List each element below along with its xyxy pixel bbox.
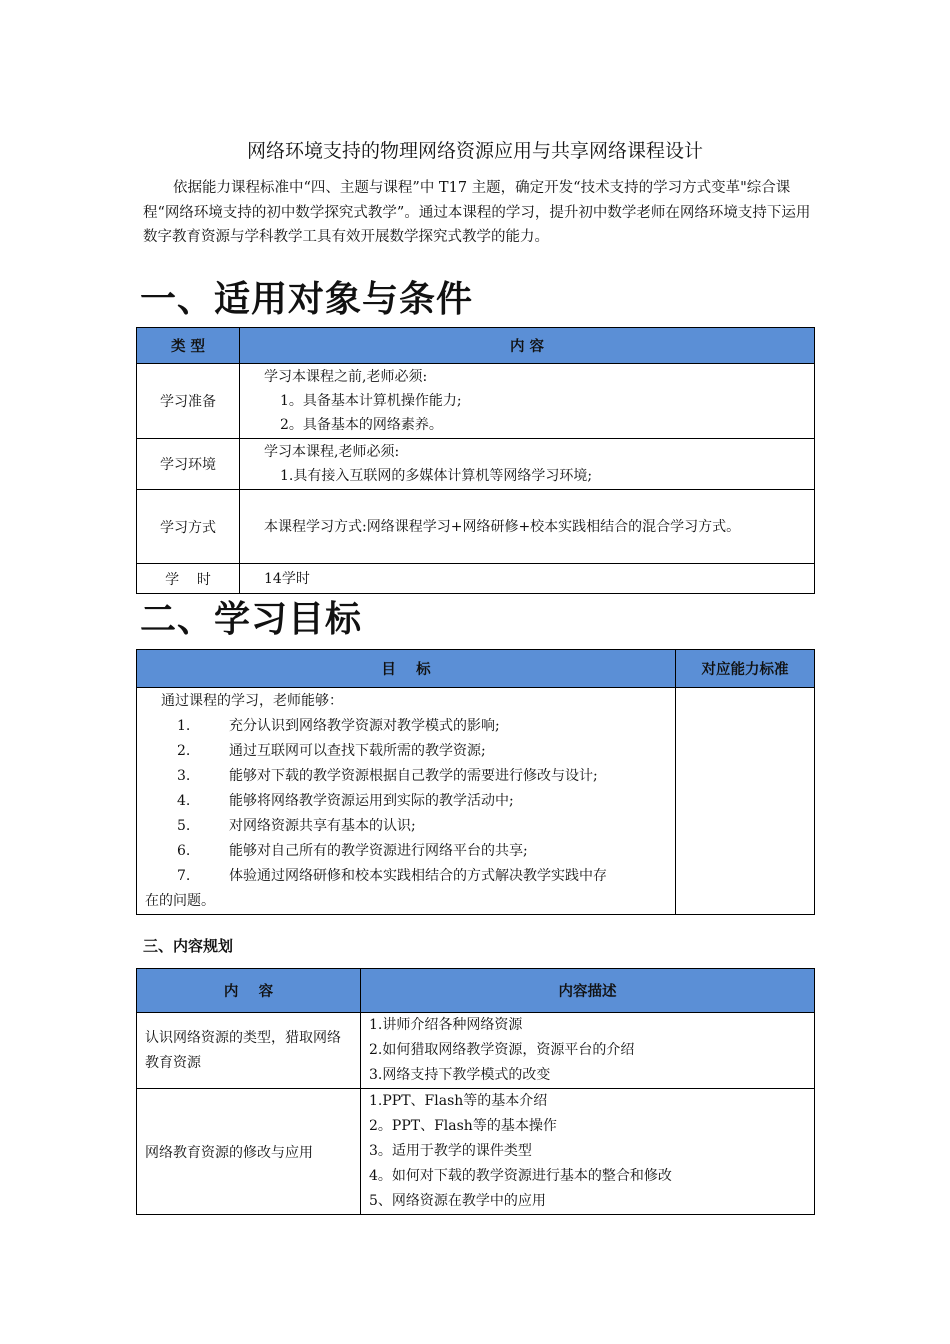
objective-number: 4. (177, 793, 191, 809)
intro-text: 依据能力课程标准中“四、主题与课程”中 T17 主题，确定开发“技术支持的学习方式变革"综合课程“网络环境支持的初中数学探究式教学”。通过本课程的学习，提升初中数学老师在网络环境支持下运用数字教育资源与学科教学工具有效开展数学探究式教学的能力。 (143, 180, 811, 245)
header-plan-content: 内 容 (137, 969, 361, 1013)
table-row (137, 1089, 815, 1215)
description-line: 3.网络支持下教学模式的改变 (369, 1067, 551, 1083)
objectives-lead: 通过课程的学习，老师能够： (161, 693, 343, 709)
row-content (240, 564, 815, 594)
conditions-table (136, 327, 815, 594)
table-row (137, 688, 815, 915)
table-row (137, 490, 815, 564)
content-plan-table (136, 968, 815, 1215)
description-line: 3。适用于教学的课件类型 (369, 1143, 532, 1159)
content-line: 学习本课程,老师必须: (264, 444, 400, 460)
objective-text: 能够对下载的教学资源根据自己教学的需要进行修改与设计; (229, 768, 598, 784)
objective-item (137, 814, 675, 839)
row-label: 认识网络资源的类型，猎取网络教育资源 (137, 1013, 361, 1089)
table-row (137, 439, 815, 490)
description-line: 4。如何对下载的教学资源进行基本的整合和修改 (369, 1168, 672, 1184)
content-line: 本课程学习方式:网络课程学习+网络研修+校本实践相结合的混合学习方式。 (264, 518, 741, 535)
plan-header-row (137, 969, 815, 1013)
objective-number: 3. (177, 768, 191, 784)
objective-number: 6. (177, 843, 191, 859)
header-plan-description: 内容描述 (361, 969, 815, 1013)
content-line: 1。具备基本计算机操作能力; (280, 393, 462, 409)
objective-text: 充分认识到网络教学资源对教学模式的影响; (229, 718, 500, 734)
row-description (361, 1013, 815, 1089)
row-label: 学习方式 (137, 490, 240, 564)
objective-continuation: 在的问题。 (145, 893, 215, 909)
description-line: 1.讲师介绍各种网络资源 (369, 1017, 523, 1033)
description-line: 5、网络资源在教学中的应用 (369, 1193, 546, 1209)
row-label: 学 时 (137, 564, 240, 594)
objective-item (137, 739, 675, 764)
row-label: 学习准备 (137, 364, 240, 439)
section3-heading: 三、内容规划 (143, 937, 234, 955)
table-row (137, 364, 815, 439)
objective-number: 5. (177, 818, 191, 834)
row-description (361, 1089, 815, 1215)
document-title: 网络环境支持的物理网络资源应用与共享网络课程设计 (246, 140, 703, 162)
standard-cell (676, 688, 815, 915)
objective-text: 通过互联网可以查找下载所需的教学资源; (229, 743, 486, 759)
objective-number: 2. (177, 743, 191, 759)
section1-heading: 一、适用对象与条件 (140, 279, 474, 320)
row-content (240, 439, 815, 490)
section2-heading: 二、学习目标 (140, 599, 363, 640)
objectives-header-row (137, 650, 815, 688)
objective-text: 体验通过网络研修和校本实践相结合的方式解决教学实践中存 (229, 868, 607, 884)
objective-item (137, 714, 675, 739)
objective-text: 能够对自己所有的教学资源进行网络平台的共享; (229, 843, 528, 859)
objective-item (137, 789, 675, 814)
header-content: 内 容 (240, 328, 815, 364)
content-line: 学习本课程之前,老师必须: (264, 369, 428, 385)
objective-text: 对网络资源共享有基本的认识; (229, 818, 416, 834)
objective-item (137, 839, 675, 864)
row-content (240, 364, 815, 439)
objective-number: 7. (177, 868, 191, 884)
header-objective: 目 标 (137, 650, 676, 688)
objectives-cell (137, 688, 676, 915)
description-line: 1.PPT、Flash等的基本介绍 (369, 1093, 548, 1109)
objective-item (137, 864, 675, 889)
row-content (240, 490, 815, 564)
objective-text: 能够将网络教学资源运用到实际的教学活动中; (229, 793, 514, 809)
content-line: 14学时 (264, 570, 310, 587)
objective-item (137, 764, 675, 789)
table-row (137, 564, 815, 594)
header-standard: 对应能力标准 (676, 650, 815, 688)
row-label: 网络教育资源的修改与应用 (137, 1089, 361, 1215)
header-type: 类 型 (137, 328, 240, 364)
content-line: 2。具备基本的网络素养。 (280, 417, 443, 433)
objectives-table (136, 649, 815, 915)
intro-paragraph (143, 176, 811, 250)
content-line: 1.具有接入互联网的多媒体计算机等网络学习环境; (280, 468, 593, 484)
table-row (137, 1013, 815, 1089)
objective-number: 1. (177, 718, 191, 734)
conditions-header-row (137, 328, 815, 364)
row-label: 学习环境 (137, 439, 240, 490)
description-line: 2.如何猎取网络教学资源，资源平台的介绍 (369, 1042, 635, 1058)
description-line: 2。PPT、Flash等的基本操作 (369, 1118, 557, 1134)
